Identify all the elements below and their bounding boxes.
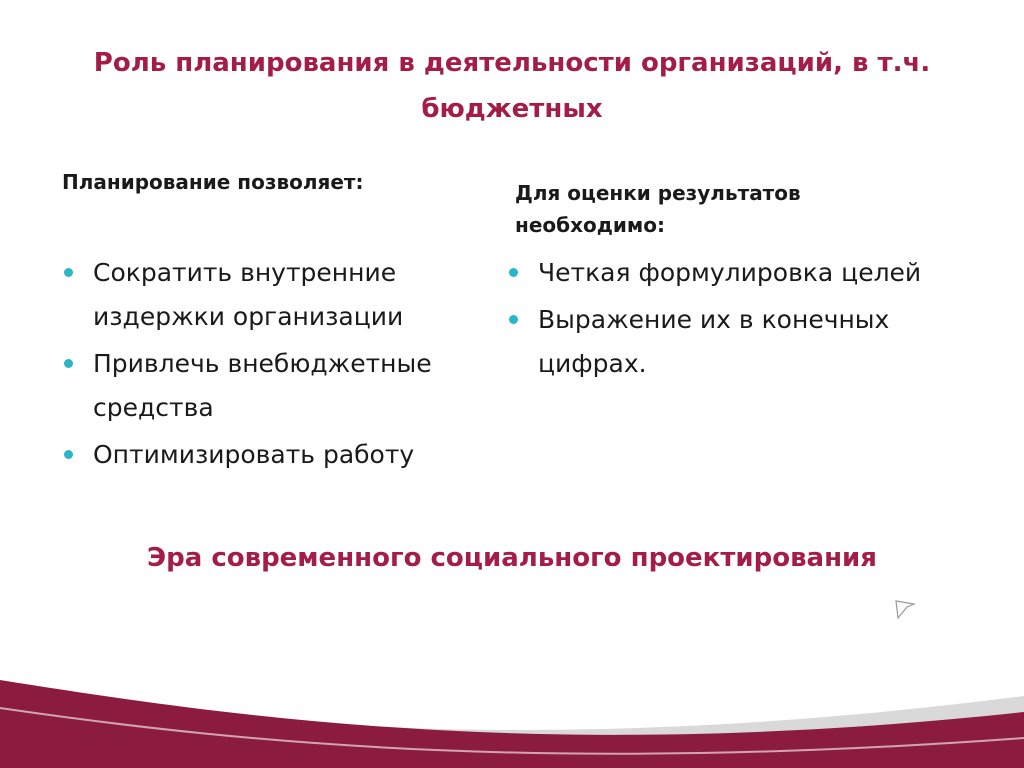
list-item — [62, 342, 512, 430]
list-item-text: Сократить внутренние издержки организации — [93, 258, 404, 331]
list-item-text: Выражение их в конечных цифрах. — [538, 305, 890, 378]
list-item-text: Оптимизировать работу — [93, 440, 415, 469]
list-item — [507, 298, 987, 386]
bullet-dot-icon — [64, 450, 73, 459]
footer-heading: Эра современного социального проектирования — [147, 543, 877, 573]
corner-mark-icon — [893, 598, 917, 620]
list-item-text: Четкая формулировка целей — [538, 258, 922, 287]
bottom-swoosh-decoration — [0, 668, 1024, 768]
right-column-heading: Для оценки результатов необходимо: — [515, 181, 801, 237]
right-bullet-list — [507, 251, 987, 389]
slide-title: Роль планирования в деятельности организаций, в т.ч. бюджетных — [93, 48, 931, 124]
bullet-dot-icon — [509, 268, 518, 277]
left-column-heading: Планирование позволяет: — [62, 170, 364, 194]
list-item-text: Привлечь внебюджетные средства — [93, 349, 432, 422]
bullet-dot-icon — [64, 268, 73, 277]
list-item — [62, 251, 512, 339]
left-bullet-list — [62, 251, 512, 480]
bullet-dot-icon — [64, 359, 73, 368]
list-item — [62, 433, 512, 477]
bullet-dot-icon — [509, 315, 518, 324]
list-item — [507, 251, 987, 295]
